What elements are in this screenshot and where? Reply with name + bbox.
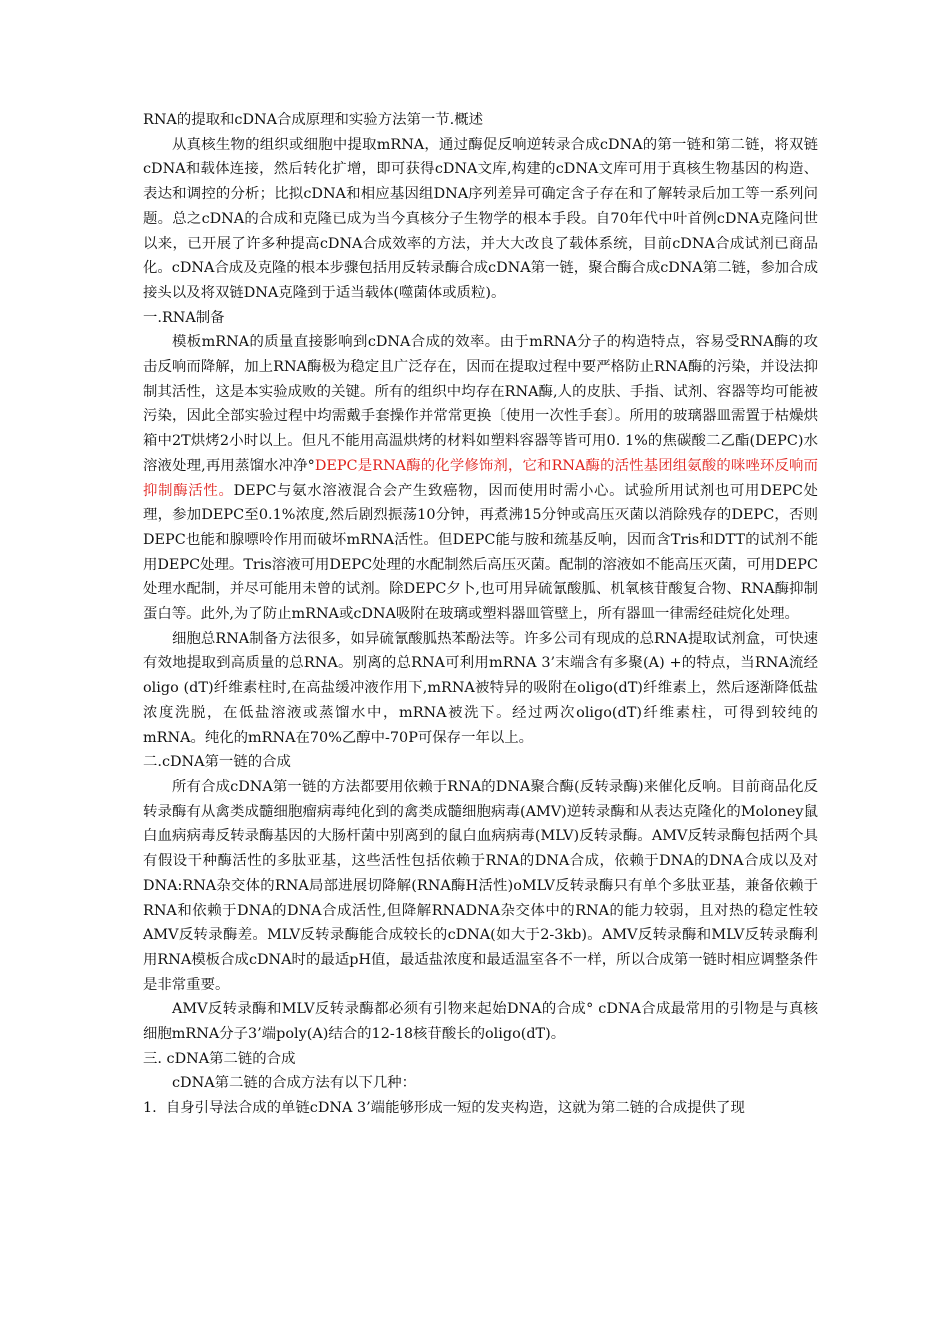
- highlighted-text: DEPC是RNA酶的化学修饰剂，它和RNA酶的活性基团组氨酸的咪唑环反响而抑制酶活性。: [143, 457, 818, 499]
- overview-paragraph: 从真核生物的组织或细胞中提取mRNA，通过酶促反响逆转录合成cDNA的第一链和第二链，将双链cDNA和载体连接，然后转化扩增，即可获得cDNA文库,构建的cDNA文库可用于真核生物基因的构造、表达和调控的分析；比拟cDNA和相应基因组DNA序列差异可确定含子存在和了解转录后加工等一系列问题。总之cDNA的合成和克隆已成为当今真核分子生物学的根本手段。自70年代中叶首例cDNA克隆问世以来，已开展了许多种提高cDNA合成效率的方法，并大大改良了载体系统，目前cDNA合成试剂已商品化。cDNA合成及克隆的根本步骤包括用反转录酶合成cDNA第一链，聚合酶合成cDNA第二链，参加合成接头以及将双链DNA克隆到于适当载体(噬菌体或质粒)。: [143, 136, 818, 301]
- section-heading-second-strand: 三. cDNA第二链的合成: [143, 1050, 296, 1067]
- paragraph-text: DEPC与氨水溶液混合会产生致癌物，因而使用时需小心。试验所用试剂也可用DEPC处理，参加DEPC至0.1%浓度,然后剧烈振荡10分钟，再煮沸15分钟或高压灭菌以消除残存的DEPC，否则DEPC也能和腺嘌呤作用而破坏mRNA活性。但DEPC能与胺和巯基反响，因而含Tris和DTT的试剂不能用DEPC处理。Tris溶液可用DEPC处理的水配制然后高压灭菌。配制的溶液如不能高压灭菌，可用DEPC处理水配制，并尽可能用未曾的试剂。除DEPC夕卜,也可用异硫氰酸胍、机氧核苷酸复合物、RNA酶抑制蛋白等。此外,为了防止mRNA或cDNA吸附在玻璃或塑料器皿管壁上，所有器皿一律需经硅烷化处理。: [143, 482, 818, 623]
- first-strand-paragraph-2: AMV反转录酶和MLV反转录酶都必须有引物来起始DNA的合成° cDNA合成最常用的引物是与真核细胞mRNA分子3’端poly(A)结合的12-18核苷酸长的oligo(dT)。: [143, 1001, 818, 1043]
- paragraph-text: 模板mRNA的质量直接影响到cDNA合成的效率。由于mRNA分子的构造特点，容易受RNA酶的攻击反响而降解，加上RNA酶极为稳定且广泛存在，因而在提取过程中要严格防止RNA酶的污染，并设法抑制其活性，这是本实验成败的关键。所有的组织中均存在RNA酶,人的皮肤、手指、试剂、容器等均可能被污染，因此全部实验过程中均需戴手套操作并常常更换〔使用一次性手套〕。所用的玻璃器皿需置于枯燥烘箱中2T烘烤2小时以上。但凡不能用高温烘烤的材料如塑料容器等皆可用0. 1%的焦碳酸二乙酯(DEPC)水溶液处理,再用蒸馏水冲净°: [143, 334, 818, 474]
- section-heading-first-strand: 二.cDNA第一链的合成: [143, 754, 291, 771]
- first-strand-paragraph-1: 所有合成cDNA第一链的方法都要用依赖于RNA的DNA聚合酶(反转录酶)来催化反响。目前商品化反转录酶有从禽类成髓细胞瘤病毒纯化到的禽类成髓细胞病毒(AMV)逆转录酶和从表达克隆化的Moloney鼠白血病病毒反转录酶基因的大肠杆菌中别离到的鼠白血病病毒(MLV)反转录酶。AMV反转录酶包括两个具有假设干种酶活性的多肽亚基，这些活性包括依赖于RNA的DNA合成，依赖于DNA的DNA合成以及对DNA:RNA杂交体的RNA局部进展切降解(RNA酶H活性)oMLV反转录酶只有单个多肽亚基，兼备依赖于RNA和依赖于DNA的DNA合成活性,但降解RNADNA杂交体中的RNA的能力较弱，且对热的稳定性较AMV反转录酶差。MLV反转录酶能合成较长的cDNA(如大于2-3kb)。AMV反转录酶和MLV反转录酶利用RNA模板合成cDNA时的最适pH值，最适盐浓度和最适温室各不一样，所以合成第一链时相应调整条件是非常重要。: [143, 778, 818, 993]
- rna-preparation-paragraph-1: [143, 330, 818, 626]
- list-item-text: 自身引导法合成的单链cDNA 3’端能够形成一短的发夹构造，这就为第二链的合成提供了现: [165, 1100, 745, 1117]
- section-heading-rna-preparation: 一.RNA制备: [143, 309, 225, 326]
- document-page: [143, 108, 818, 1121]
- document-title: RNA的提取和cDNA合成原理和实验方法第一节.概述: [143, 112, 484, 128]
- second-strand-intro: cDNA第二链的合成方法有以下几种：: [172, 1075, 417, 1092]
- list-item: [143, 1096, 818, 1121]
- list-item-number: 1.: [143, 1100, 157, 1117]
- rna-preparation-paragraph-2: 细胞总RNA制备方法很多，如异硫氰酸胍热苯酚法等。许多公司有现成的总RNA提取试剂盒，可快速有效地提取到高质量的总RNA。别离的总RNA可利用mRNA 3’末端含有多聚(A) +的特点，当RNA流经oligo (dT)纤维素柱时,在高盐缓冲液作用下,mRNA被特异的吸附在oligo(dT)纤维素上，然后逐渐降低盐浓度洗脱，在低盐溶液或蒸馏水中，mRNA被洗下。经过两次oligo(dT)纤维素柱，可得到较纯的mRNA。纯化的mRNA在70%乙醇中-70P可保存一年以上。: [143, 630, 818, 746]
